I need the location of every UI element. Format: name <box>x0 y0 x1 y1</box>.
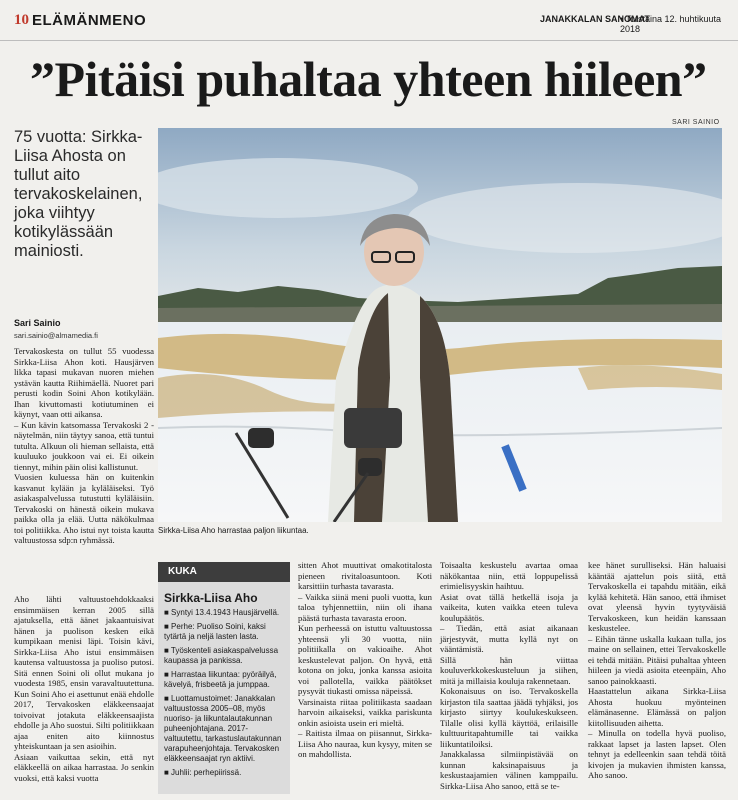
issue-date: • Torstaina 12. huhtikuuta 2018 <box>620 14 722 34</box>
fact-item: ■ Syntyi 13.4.1943 Hausjärvellä. <box>164 608 280 617</box>
paragraph: Aho lähti valtuustoehdokkaaksi ensimmäisen kerran 2005 sillä ajatuksella, että äänet jakaantuisivat hänen ja puolison kesken eikä kumpikaan menisi läpi. Toisin kävi, Sirkka-Liisa Aho istui ensimmäisen kautensa valtuustossa ja puoliso putosi. Sitä ennen Soini oli ollut mukana jo vuodesta 1985, ensin varavaltuutettuna. Kun Soini Aho ei asettunut enää ehdolle 2017, Tervakosken eläkkeensaajat toivoivat jotakuta eläkkeensaajista ehdolle ja Aho suostui. Silti politiikkaan ajaa eniten aito kiinnostus yhteiskuntaan ja sen asioihin. <box>14 594 154 751</box>
paragraph: kee hänet surulliseksi. Hän haluaisi kääntää ajattelun pois siitä, että Tervakoskella ei tapahdu mitään, eikä kylää kehitetä. Hän sanoo, että ihmiset ovat yleensä hyvin tyytyväisiä Tervakoskeen, kun heidän kanssaan keskustelee. <box>588 560 726 633</box>
paragraph: Haastattelun aikana Sirkka-Liisa Ahosta huokuu myönteinen elämänasenne. Elämässä on paljon kiitollisuuden aihetta. <box>588 686 726 728</box>
page-number: 10 <box>14 12 29 28</box>
paragraph: – Raitista ilmaa on piisannut, Sirkka-Liisa Aho nauraa, kun kysyy, miten se on mahdollista. <box>298 728 432 759</box>
article-column-4 <box>440 560 578 791</box>
paragraph: – Tiedän, että asiat aikanaan järjestyvät, mutta kyllä nyt on vääntämistä. <box>440 623 578 654</box>
fact-item: ■ Perhe: Puoliso Soini, kaksi tytärtä ja neljä lasten lasta. <box>164 622 266 641</box>
article-column-3 <box>298 560 432 760</box>
newspaper-name: JANAKKALAN SANOMAT <box>540 14 650 24</box>
paragraph: Kokonaisuus on iso. Tervakoskella kirjaston tila saattaa jäädä tyhjäksi, jos kirjasto siirtyy koulukeskukseen. Tilalle olisi kyllä käyttöä, erilaisille kulttuuritapahtumille tai vaikka liikuntatiloiksi. <box>440 686 578 749</box>
article-column-1 <box>14 346 154 546</box>
paragraph: Varsinaista riitaa politiikasta saadaan harvoin aikaiseksi, vaikka pariskunta onkin asioista usein eri mieltä. <box>298 696 432 728</box>
paragraph: Sillä hän viittaa kouluverkkokeskusteluun ja siihen, mitä ja millaisia kouluja rakennetaan. <box>440 654 578 686</box>
paragraph: Asiat ovat tällä hetkellä isoja ja vaikeita, kuten vaikka eteen tuleva koulupäätös. <box>440 591 578 623</box>
fact-item: ■ Harrastaa liikuntaa: pyöräilyä, kävelyä, frisbeetä ja jumppaa. <box>164 670 277 689</box>
author-email: sari.sainio@almamedia.fi <box>14 331 98 340</box>
paragraph: Asiaan vaikuttaa sekin, että nyt eläkkeellä on aikaa harrastaa. Jo senkin vuoksi, että kaksi vuotta <box>14 751 154 783</box>
paragraph: Janakkalassa silmiinpistävää on kunnan kaksinapaisuus ja keskustaajamien välinen kamppailu. Sirkka-Liisa Aho sanoo, että se te- <box>440 749 578 791</box>
kuka-title: KUKA <box>168 566 197 577</box>
fact-item: ■ Luottamustoimet: Janakkalan valtuustossa 2005–08, myös nuoriso- ja liikuntalautakunnan puheenjohtajana. 2017- valtuutettu, tarkastuslautakunnan varapuheenjohtaja. Tervakosken eläkkeensaajat ryn aktiivi. <box>164 694 282 763</box>
article-column-1-cont <box>14 594 154 783</box>
kuka-name: Sirkka-Liisa Aho <box>164 591 258 605</box>
paragraph: Kun perheessä on istuttu valtuustossa yhteensä yli 30 vuotta, niin politiikalla on vakioaihe. Ahot keskustelevat paljon. On hyvä, että kotona on joku, jonka kanssa asioita voi pallotella, vaikka päätökset pysyvät tiukasti omissa näpeissä. <box>298 623 432 696</box>
paragraph: Tervakoskesta on tullut 55 vuodessa Sirkka-Liisa Ahon koti. Hausjärven likka tapasi mukavan nuoren miehen ystävän kautta Riihimäellä. Nuoret pari perusti kodin Soini Ahon kotikylään. Ihan kivuttomasti kotiutuminen ei käynyt, vaan otti aikansa. <box>14 346 154 419</box>
paragraph: sitten Ahot muuttivat omakotitalosta pieneen rivitaloasuntoon. Koti karsittiin turhasta tavarasta. <box>298 560 432 591</box>
article-headline: ”Pitäisi puhaltaa yhteen hiileen” <box>30 51 707 107</box>
kuka-facts <box>164 608 288 782</box>
section-title: ELÄMÄNMENO <box>32 12 147 29</box>
article-lead: 75 vuotta: Sirkka-Liisa Ahosta on tullut aito tervakoskelainen, joka viihtyy kotikylässään mainiosti. <box>14 128 143 260</box>
fact-item: ■ Työskenteli asiakaspalvelussa kaupassa ja pankissa. <box>164 646 279 665</box>
paragraph: – Eihän tänne uskalla kukaan tulla, jos maine on sellainen, ettei Tervakoskelle ei tehdä mitään. Pitäisi puhaltaa yhteen hiileen ja viedä asioita eteenpäin, Aho sanoo painokkaasti. <box>588 633 726 686</box>
photo-illustration <box>158 128 722 522</box>
fact-item: ■ Juhlii: perhepiirissä. <box>164 768 242 777</box>
photo-credit: SARI SAINIO <box>672 119 720 126</box>
byline: Sari Sainio <box>14 318 61 328</box>
article-column-5 <box>588 560 726 781</box>
paragraph: – Minulla on todella hyvä puoliso, rakkaat lapset ja lasten lapset. Olen tehnyt ja edelleenkin saan tehdä töitä kivojen ja mukavien ihmisten kanssa, Aho sanoo. <box>588 728 726 780</box>
paragraph: Vuosien kuluessa hän on kuitenkin kasvanut kylään ja kyläläiseksi. Työ asiakaspalvelussa tutustutti kyläläisiin. Tervakoski on hänestä oikein mukava paikka olla ja elää. Uutta näkökulmaa toi politiikka. Aho istui nyt toista kautta valtuustossa sdp:n ryhmässä. <box>14 472 154 545</box>
paragraph: Toisaalta keskustelu avartaa omaa näkökantaa niin, että loppupelissä erimielisyyskin haihtuu. <box>440 560 578 591</box>
photo-caption: Sirkka-Liisa Aho harrastaa paljon liikuntaa. <box>158 526 309 535</box>
article-photo <box>158 128 722 522</box>
paragraph: – Kun kävin katsomassa Tervakoski 2 -näytelmän, niin täytyy sanoa, että tuntui tutulta. Alkuun oli hieman sellaista, että kuuluuko joukkoon vai ei. Ei oikein tiennyt, mihin päin olisi kallistunut. <box>14 419 154 472</box>
paragraph: – Vaikka siinä meni puoli vuotta, kun taloa tyhjennettiin, niin oli ihana päästä turhasta tavarasta eroon. <box>298 591 432 623</box>
